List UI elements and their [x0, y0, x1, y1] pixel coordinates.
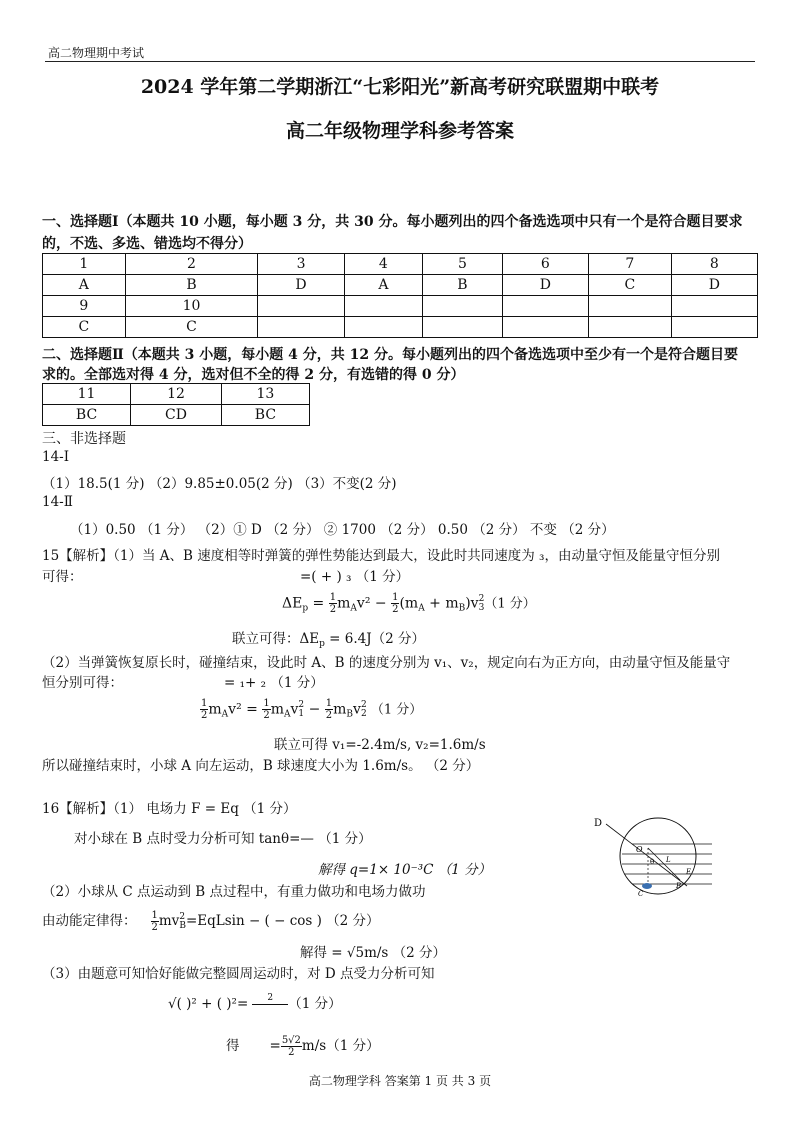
table-cell: A [344, 275, 422, 296]
q15-energy-result: 联立可得：$\Delta E_p = 6.4J(2$ 分） [232, 631, 426, 649]
table-cell: BC [43, 405, 131, 426]
q14-part1-label: 14-Ⅰ [42, 449, 70, 465]
table-cell [344, 296, 422, 317]
diameter-line [606, 824, 687, 886]
table-cell: 5 [423, 254, 503, 275]
table-cell: D [258, 275, 344, 296]
choice2-answer-table [42, 383, 310, 426]
q16-final-result: 得 = $\frac{5√2}{2}$ m/s（1 分） [226, 1035, 380, 1058]
table-cell: C [43, 317, 126, 338]
q16-line4: （2）小球从 C 点运动到 B 点过程中，有重力做功和电场力做功 [42, 884, 426, 900]
table-cell: 3 [258, 254, 344, 275]
table-cell: CD [131, 405, 222, 426]
table-cell [258, 296, 344, 317]
q15-conclusion: 所以碰撞结束时，小球 A 向左运动，B 球速度大小为 1.6m/s。 （2 分） [42, 758, 480, 774]
table-cell: 7 [589, 254, 672, 275]
table-cell [344, 317, 422, 338]
label-e: E [686, 868, 692, 876]
table-cell [589, 296, 672, 317]
table-row [43, 405, 310, 426]
table-cell [589, 317, 672, 338]
label-o: O [636, 845, 643, 854]
table-cell: D [671, 275, 757, 296]
section1-heading-line1: 一、选择题Ⅰ（本题共 10 小题，每小题 3 分，共 30 分。每小题列出的四个备选选项中只有一个是符合题目要求 [42, 214, 743, 230]
label-b: B [676, 882, 682, 890]
table-cell [671, 296, 757, 317]
page-footer: 高二物理学科 答案第 1 页 共 3 页 [308, 1074, 492, 1088]
q15-momentum-eq2: = ₁+ ₂ （1 分） [224, 675, 324, 691]
q14-part2-label: 14-Ⅱ [42, 494, 73, 510]
table-cell [258, 317, 344, 338]
q15-momentum-eq: =( + ) ₃ （1 分） [300, 569, 410, 585]
table-cell: 13 [221, 384, 309, 405]
q14-part1-answer: （1）18.5(1 分) （2）9.85±0.05(2 分) （3）不变(2 分) [42, 476, 397, 492]
table-row [43, 296, 758, 317]
table-cell: C [589, 275, 672, 296]
exam-title: 2024 学年第二学期浙江“七彩阳光”新高考研究联盟期中联考 [140, 76, 660, 98]
table-cell: 11 [43, 384, 131, 405]
table-cell: B [423, 275, 503, 296]
q15-velocity-result: 联立可得 v₁=-2.4m/s, v₂=1.6m/s [274, 737, 486, 753]
table-cell [423, 296, 503, 317]
answer-title: 高二年级物理学科参考答案 [285, 120, 514, 142]
q15-line1: 15【解析】（1）当 A、B 速度相等时弹簧的弹性势能达到最大，设此时共同速度为 ₃，由动量守恒及能量守恒分别 [42, 548, 720, 564]
label-d: D [594, 818, 603, 829]
q16-line2: 对小球在 B 点时受力分析可知 tanθ=— （1 分） [74, 831, 372, 847]
q14-part2-answer: （1）0.50 （1 分） （2）① D （2 分） ② 1700 （2 分） 0.50 （2 分） 不变 （2 分） [70, 522, 615, 538]
q16-line7: （3）由题意可知恰好能做完整圆周运动时，对 D 点受力分析可知 [42, 966, 435, 982]
section2-heading-line2: 求的。全部选对得 4 分，选对但不全的得 2 分，有选错的得 0 分） [42, 367, 465, 383]
table-cell: 12 [131, 384, 222, 405]
section2-heading-line1: 二、选择题Ⅱ（本题共 3 小题，每小题 4 分，共 12 分。每小题列出的四个备选选项中至少有一个是符合题目要 [42, 347, 739, 363]
q15-line7: 恒分别可得： [42, 675, 123, 691]
label-theta: θ [650, 858, 655, 866]
table-cell: 2 [125, 254, 258, 275]
table-cell: C [125, 317, 258, 338]
table-cell: 1 [43, 254, 126, 275]
circular-motion-diagram [592, 812, 716, 898]
table-cell: 6 [502, 254, 588, 275]
table-cell [423, 317, 503, 338]
table-row [43, 254, 758, 275]
table-row [43, 275, 758, 296]
table-cell [671, 317, 757, 338]
table-cell: BC [221, 405, 309, 426]
table-row [43, 384, 310, 405]
table-row [43, 317, 758, 338]
orbit-circle [620, 818, 696, 894]
table-cell: 9 [43, 296, 126, 317]
section1-heading-line2: 的，不选、多选、错选均不得分） [42, 236, 252, 252]
section3-heading: 三、非选择题 [42, 431, 126, 447]
table-cell: A [43, 275, 126, 296]
q15-energy-eq: $\Delta E_p$ = $\frac{1}{2}$ $m_Av^2$ − $\frac{1}{2}$ $(m_A + m_B)v$ 2 3 （1 分） [282, 592, 536, 615]
table-cell: D [502, 275, 588, 296]
q16-line1: 16【解析】（1） 电场力 F = Eq （1 分） [42, 801, 297, 817]
header-divider [45, 61, 755, 62]
table-cell [502, 317, 588, 338]
page-header: 高二物理期中考试 [48, 46, 145, 60]
table-cell [502, 296, 588, 317]
table-cell: 8 [671, 254, 757, 275]
q15-line2: 可得： [42, 569, 83, 585]
q16-energy-eq: 由动能定律得： $\frac{1}{2}$ mv 2 B =EqLsin − ( − cos ) （2 分） [42, 910, 380, 933]
table-cell: 4 [344, 254, 422, 275]
q15-energy-eq2: $\frac{1}{2}$ $m_Av^2$ = $\frac{1}{2}$ $m_Av$ 2 1 − $\frac{1}{2}$ $m_Bv$ 2 2 （1 分） [201, 698, 423, 721]
ball-c [642, 883, 652, 889]
label-l: L [666, 856, 671, 864]
q16-force-eq: √( )² + ( )²= 2 （1 分） [168, 993, 342, 1012]
q16-velocity-result: 解得 = √5m/s （2 分） [300, 945, 447, 961]
label-c: C [638, 890, 644, 898]
table-cell: 10 [125, 296, 258, 317]
table-cell: B [125, 275, 258, 296]
choice1-answer-table [42, 253, 758, 338]
q15-line6: （2）当弹簧恢复原长时，碰撞结束，设此时 A、B 的速度分别为 v₁、v₂，规定向右为正方向，由动量守恒及能量守 [42, 655, 731, 671]
q16-line3: 解得 q=1× 10⁻³C （1 分） [318, 862, 492, 878]
